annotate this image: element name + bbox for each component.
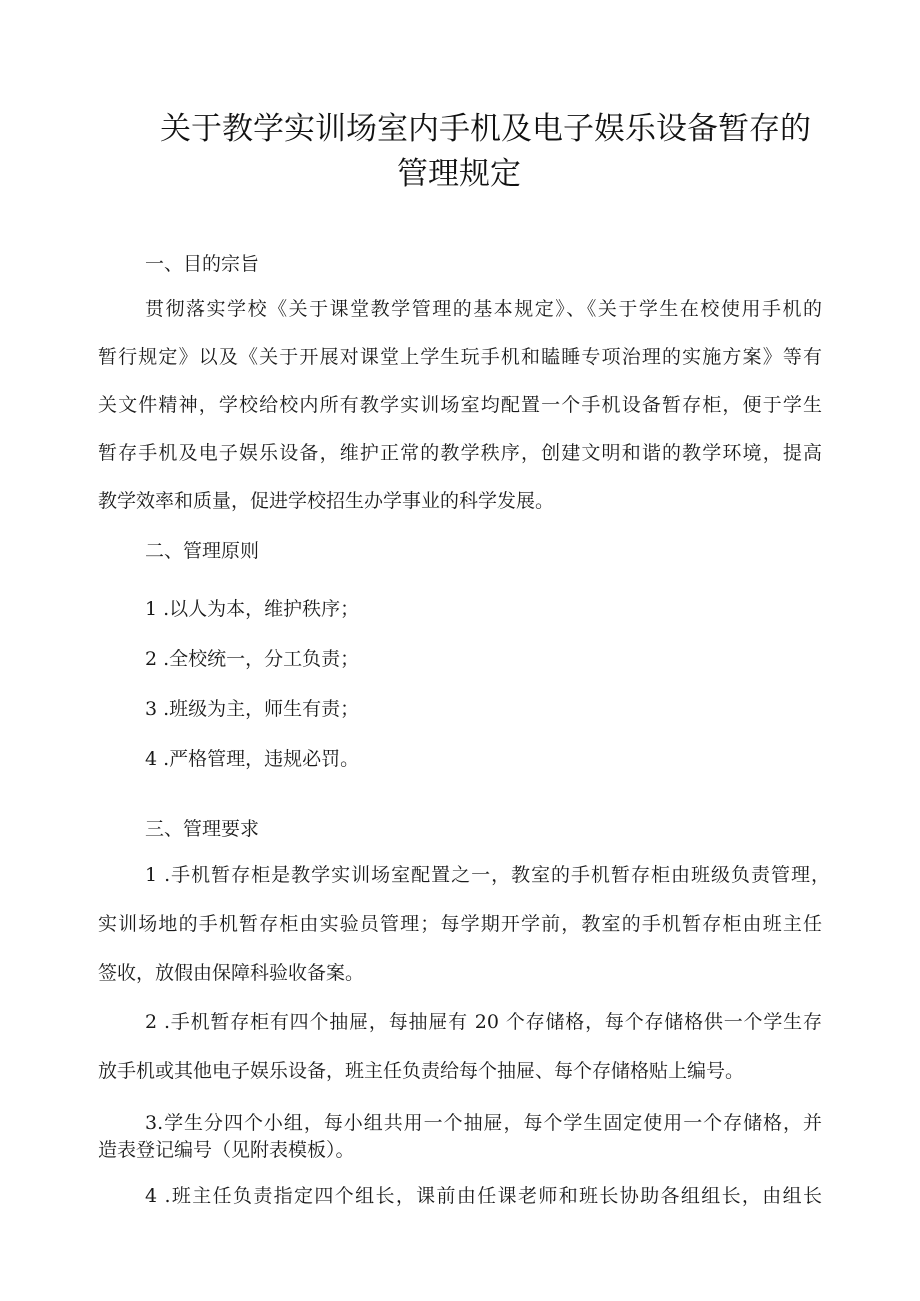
- document-title-line-2: 管理规定: [397, 156, 521, 192]
- requirement-4-line: 4 .班主任负责指定四个组长，课前由任课老师和班长协助各组组长，由组长: [145, 1185, 822, 1207]
- purpose-paragraph-line: 暂存手机及电子娱乐设备，维护正常的教学秩序，创建文明和谐的教学环境，提高: [98, 442, 822, 464]
- section-heading-requirements: 三、管理要求: [145, 818, 260, 840]
- purpose-paragraph-line: 贯彻落实学校《关于课堂教学管理的基本规定》、《关于学生在校使用手机的: [145, 298, 822, 320]
- requirement-1-line: 1 .手机暂存柜是教学实训场室配置之一，教室的手机暂存柜由班级负责管理，: [145, 864, 830, 886]
- requirement-2-line: 放手机或其他电子娱乐设备，班主任负责给每个抽屉、每个存储格贴上编号。: [98, 1060, 745, 1082]
- requirement-2-line: 2 .手机暂存柜有四个抽屉，每抽屉有 20 个存储格，每个存储格供一个学生存: [145, 1011, 822, 1033]
- principle-item: 1 .以人为本，维护秩序；: [145, 598, 360, 620]
- section-heading-purpose: 一、目的宗旨: [145, 253, 260, 275]
- document-title-line-1: 关于教学实训场室内手机及电子娱乐设备暂存的: [160, 111, 811, 147]
- principle-item: 4 .严格管理，违规必罚。: [145, 748, 360, 770]
- section-heading-principles: 二、管理原则: [145, 540, 260, 562]
- purpose-paragraph-line: 关文件精神，学校给校内所有教学实训场室均配置一个手机设备暂存柜，便于学生: [98, 394, 822, 416]
- purpose-paragraph-line: 教学效率和质量，促进学校招生办学事业的科学发展。: [98, 490, 555, 512]
- purpose-paragraph-line: 暂行规定》以及《关于开展对课堂上学生玩手机和瞌睡专项治理的实施方案》等有: [98, 346, 822, 368]
- principle-item: 3 .班级为主，师生有责；: [145, 698, 360, 720]
- requirement-3-line: 造表登记编号（见附表模板）。: [98, 1139, 355, 1161]
- requirement-1-line: 签收，放假由保障科验收备案。: [98, 962, 365, 984]
- requirement-1-line: 实训场地的手机暂存柜由实验员管理；每学期开学前，教室的手机暂存柜由班主任: [98, 913, 822, 935]
- principle-item: 2 .全校统一，分工负责；: [145, 648, 360, 670]
- requirement-3-line: 3.学生分四个小组，每小组共用一个抽屉，每个学生固定使用一个存储格，并: [145, 1112, 822, 1134]
